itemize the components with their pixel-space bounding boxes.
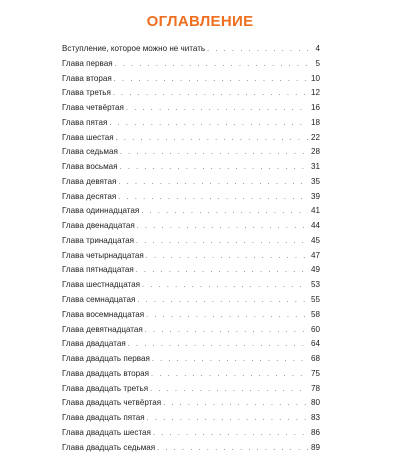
- toc-entry[interactable]: [62, 367, 320, 382]
- toc-dot-leader: [120, 146, 308, 161]
- toc-entry-page-number: 53: [310, 280, 320, 290]
- toc-entry-page-number: 47: [310, 250, 320, 260]
- toc-entry-page-number: 80: [310, 398, 320, 408]
- toc-entry-page-number: 45: [310, 235, 320, 245]
- toc-entry[interactable]: [62, 411, 320, 426]
- toc-dot-leader: [118, 176, 308, 191]
- toc-dot-leader: [137, 220, 308, 235]
- toc-entry-label: Глава двадцатая: [62, 339, 126, 349]
- toc-entry-page-number: 86: [310, 427, 320, 437]
- toc-entry-page-number: 78: [310, 383, 320, 393]
- toc-entry[interactable]: [62, 72, 320, 87]
- toc-entry[interactable]: [62, 323, 320, 338]
- page-title: ОГЛАВЛЕНИЕ: [146, 13, 254, 30]
- toc-entry-label: Глава одиннадцатая: [62, 206, 140, 216]
- toc-entry[interactable]: [62, 382, 320, 397]
- toc-dot-leader: [152, 353, 308, 368]
- toc-entry-page-number: 44: [310, 221, 320, 231]
- toc-entry-page-number: 89: [310, 442, 320, 452]
- toc-dot-leader: [142, 279, 308, 294]
- toc-dot-leader: [141, 205, 308, 220]
- toc-entry-page-number: 58: [310, 309, 320, 319]
- toc-entry[interactable]: [62, 352, 320, 367]
- toc-entry-label: Глава восьмая: [62, 162, 118, 172]
- toc-entry-page-number: 68: [310, 354, 320, 364]
- toc-list: [62, 42, 320, 455]
- toc-entry-page-number: 39: [310, 191, 320, 201]
- toc-entry-label: Глава первая: [62, 58, 113, 68]
- toc-entry-label: Глава двадцать шестая: [62, 427, 151, 437]
- toc-entry-label: Глава двенадцатая: [62, 221, 135, 231]
- toc-entry[interactable]: [62, 249, 320, 264]
- toc-entry[interactable]: [62, 131, 320, 146]
- toc-entry-label: Глава шестнадцатая: [62, 280, 141, 290]
- toc-dot-leader: [113, 87, 308, 102]
- toc-dot-leader: [136, 235, 308, 250]
- toc-entry-page-number: 12: [310, 88, 320, 98]
- toc-entry[interactable]: [62, 160, 320, 175]
- toc-dot-leader: [118, 191, 308, 206]
- toc-dot-leader: [136, 264, 308, 279]
- toc-dot-leader: [120, 161, 308, 176]
- toc-entry-page-number: 75: [310, 368, 320, 378]
- toc-entry-page-number: 55: [310, 295, 320, 305]
- toc-dot-leader: [153, 427, 308, 442]
- toc-entry-label: Глава двадцать третья: [62, 383, 149, 393]
- toc-entry[interactable]: [62, 293, 320, 308]
- toc-entry[interactable]: [62, 234, 320, 249]
- toc-entry[interactable]: [62, 263, 320, 278]
- toc-entry-page-number: 4: [315, 44, 320, 53]
- toc-entry[interactable]: [62, 175, 320, 190]
- toc-entry[interactable]: [62, 441, 320, 456]
- toc-dot-leader: [145, 324, 308, 339]
- toc-entry[interactable]: [62, 57, 320, 72]
- toc-entry[interactable]: [62, 204, 320, 219]
- toc-dot-leader: [146, 309, 308, 324]
- toc-entry-label: Глава семнадцатая: [62, 295, 136, 305]
- toc-dot-leader: [115, 58, 308, 73]
- toc-entry-label: Глава четвёртая: [62, 103, 124, 113]
- toc-entry-page-number: 18: [310, 117, 320, 127]
- toc-entry-page-number: 64: [310, 339, 320, 349]
- toc-entry-label: Глава восемнадцатая: [62, 309, 145, 319]
- toc-entry-label: Глава тринадцатая: [62, 235, 134, 245]
- toc-dot-leader: [151, 368, 308, 383]
- toc-entry-label: Глава девятая: [62, 176, 117, 186]
- toc-entry-label: Глава пятнадцатая: [62, 265, 134, 275]
- toc-entry-label: Глава пятая: [62, 117, 108, 127]
- toc-entry-page-number: 41: [310, 206, 320, 216]
- toc-entry-page-number: 28: [310, 147, 320, 157]
- toc-dot-leader: [116, 132, 308, 147]
- toc-dot-leader: [114, 73, 308, 88]
- toc-entry-label: Глава двадцать седьмая: [62, 442, 156, 452]
- toc-entry-label: Глава двадцать первая: [62, 354, 150, 364]
- toc-dot-leader: [146, 250, 308, 265]
- toc-entry-label: Глава девятнадцатая: [62, 324, 143, 334]
- toc-dot-leader: [137, 294, 308, 309]
- toc-entry-label: Глава десятая: [62, 191, 117, 201]
- toc-entry-page-number: 10: [310, 73, 320, 83]
- toc-dot-leader: [157, 442, 308, 456]
- toc-entry-page-number: 5: [315, 58, 320, 68]
- toc-entry[interactable]: [62, 42, 320, 57]
- toc-entry-page-number: 60: [310, 324, 320, 334]
- toc-entry-page-number: 16: [310, 103, 320, 113]
- toc-entry-label: Глава двадцать четвёртая: [62, 398, 162, 408]
- toc-entry-label: Глава вторая: [62, 73, 112, 83]
- toc-entry-label: Глава четырнадцатая: [62, 250, 144, 260]
- toc-dot-leader: [207, 43, 308, 58]
- toc-dot-leader: [126, 102, 308, 117]
- toc-entry-label: Глава седьмая: [62, 147, 118, 157]
- toc-dot-leader: [128, 338, 308, 353]
- toc-entry-label: Вступление, которое можно не читать: [62, 44, 206, 53]
- toc-entry-label: Глава шестая: [62, 132, 114, 142]
- toc-entry-page-number: 22: [310, 132, 320, 142]
- toc-entry[interactable]: [62, 396, 320, 411]
- toc-dot-leader: [109, 117, 308, 132]
- toc-entry-page-number: 35: [310, 176, 320, 186]
- toc-entry[interactable]: [62, 101, 320, 116]
- toc-entry-label: Глава двадцать вторая: [62, 368, 150, 378]
- toc-entry[interactable]: [62, 86, 320, 101]
- toc-entry[interactable]: [62, 116, 320, 131]
- toc-entry[interactable]: [62, 145, 320, 160]
- toc-entry[interactable]: [62, 278, 320, 293]
- toc-entry-label: Глава двадцать пятая: [62, 413, 145, 423]
- toc-entry[interactable]: [62, 190, 320, 205]
- toc-entry-label: Глава третья: [62, 88, 111, 98]
- toc-entry[interactable]: [62, 219, 320, 234]
- toc-entry-page-number: 83: [310, 413, 320, 423]
- toc-entry-page-number: 31: [310, 162, 320, 172]
- toc-entry-page-number: 49: [310, 265, 320, 275]
- toc-entry[interactable]: [62, 426, 320, 441]
- toc-entry[interactable]: [62, 308, 320, 323]
- toc-dot-leader: [150, 383, 308, 398]
- toc-dot-leader: [147, 412, 308, 427]
- toc-entry[interactable]: [62, 337, 320, 352]
